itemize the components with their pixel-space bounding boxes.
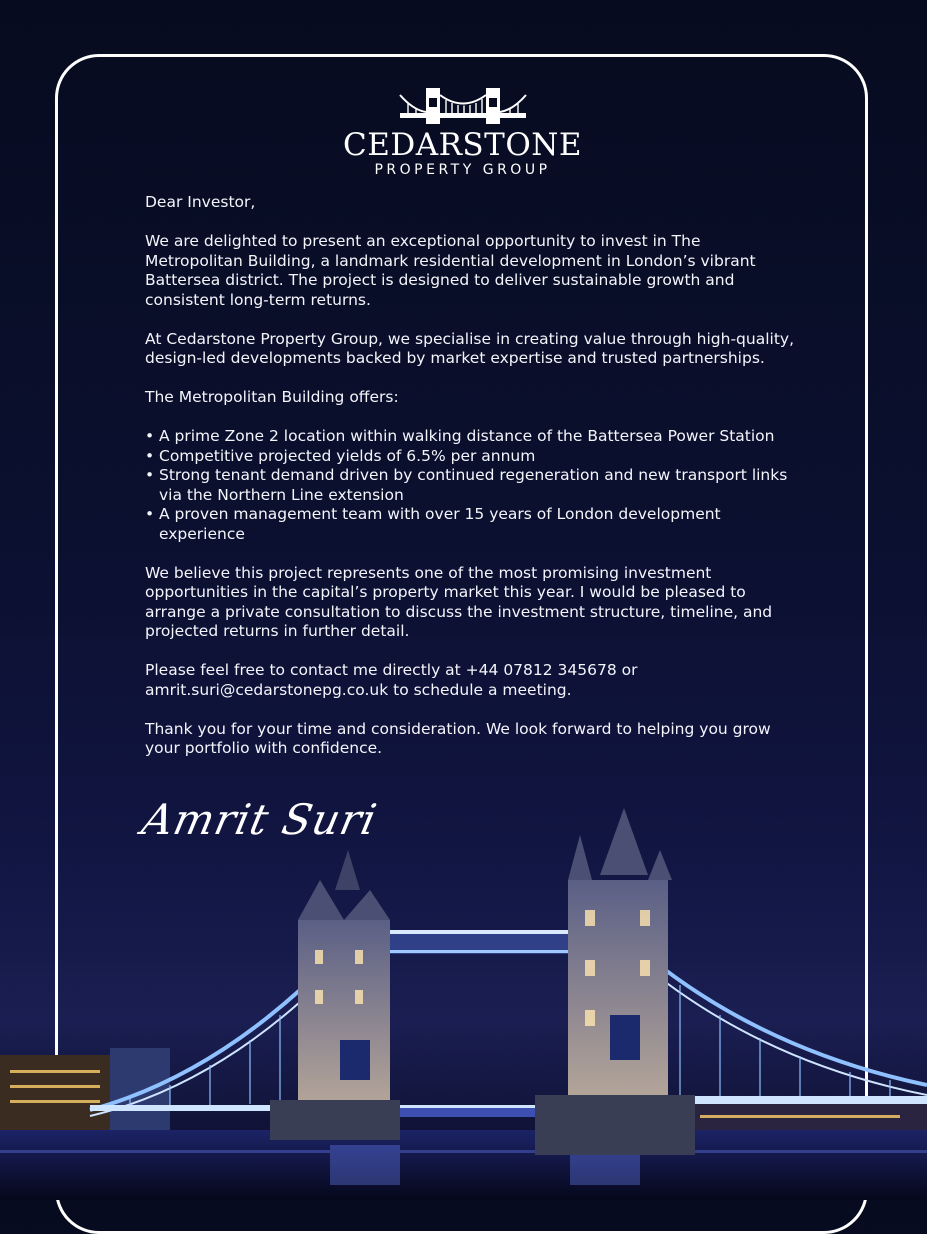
paragraph-about: At Cedarstone Property Group, we specialise in creating value through high-quality, design-led developments backed by market expertise and trusted partnerships. (145, 329, 795, 367)
paragraph-contact: Please feel free to contact me directly at +44 07812 345678 or amrit.suri@cedarstonepg.co.uk to schedule a meeting. (145, 661, 638, 699)
offers-list (145, 427, 795, 544)
bridge-logo-icon (398, 86, 528, 126)
list-item: • A prime Zone 2 location within walking distance of the Battersea Power Station (159, 427, 795, 447)
paragraph-closing: Thank you for your time and consideration. We look forward to helping you grow your portfolio with confidence. (145, 719, 771, 757)
list-item: • Strong tenant demand driven by continued regeneration and new transport links via the Northern Line extension (159, 466, 795, 505)
letter-body (145, 193, 795, 778)
company-subtitle: PROPERTY GROUP (374, 162, 551, 178)
paragraph-opportunity: We believe this project represents one of the most promising investment opportunities in the capital’s property market this year. I would be pleased to arrange a private consultation to discuss the investment structure, timeline, and projected returns in further detail. (145, 563, 773, 640)
list-item: • A proven management team with over 15 years of London development experience (159, 505, 795, 544)
tower-bridge-night-image (0, 780, 927, 1200)
paragraph-intro: We are delighted to present an exceptional opportunity to invest in The Metropolitan Building, a landmark residential development in London’s vibrant Battersea district. The project is designed to deliver sustainable growth and consistent long-term returns. (145, 232, 756, 309)
company-name: CEDARSTONE (342, 127, 582, 163)
signature: Amrit Suri (137, 795, 382, 844)
list-item: • Competitive projected yields of 6.5% per annum (159, 447, 795, 467)
company-logo (340, 86, 585, 178)
offers-intro: The Metropolitan Building offers: (145, 388, 399, 406)
salutation: Dear Investor, (145, 193, 256, 211)
